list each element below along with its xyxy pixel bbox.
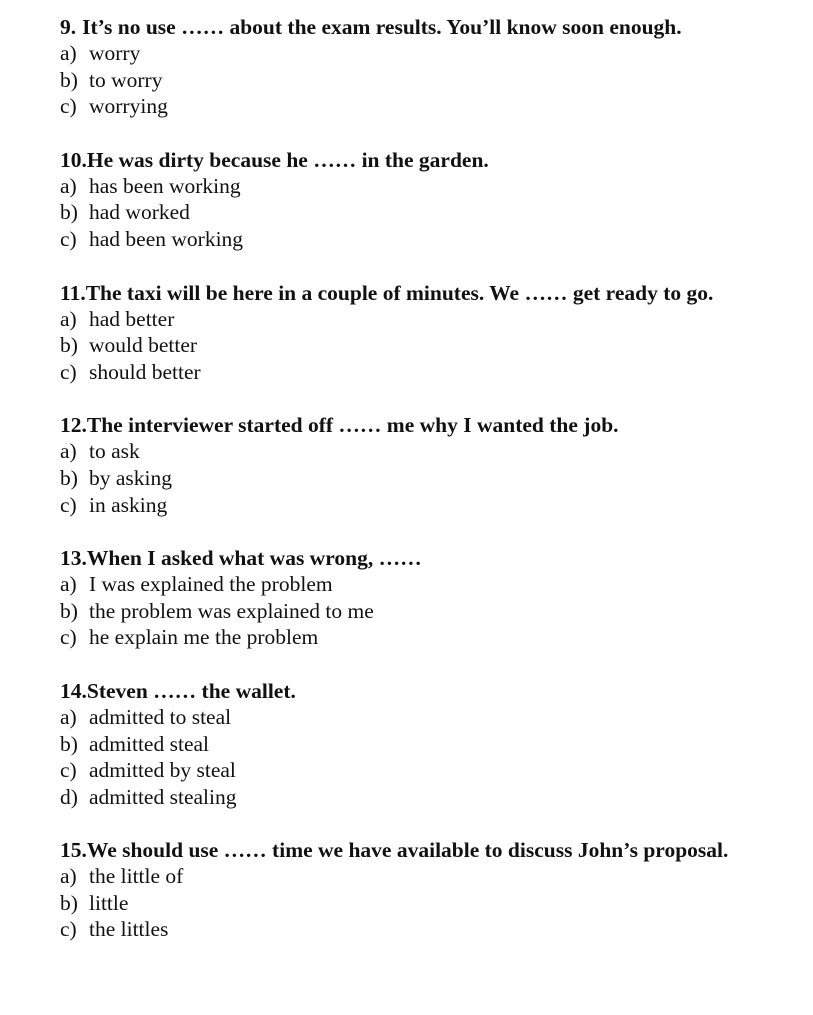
question-text: He was dirty because he …… in the garden. <box>86 147 489 172</box>
option-text: to ask <box>89 439 140 464</box>
option-letter: b) <box>60 465 78 490</box>
option-text: he explain me the problem <box>89 625 319 650</box>
question-number: 13. <box>60 546 87 571</box>
question-stem <box>60 412 800 438</box>
question-number: 10. <box>60 147 87 172</box>
question-stem <box>60 837 800 863</box>
question-block <box>60 837 800 943</box>
exercise-page <box>60 14 800 970</box>
answer-option <box>60 40 800 67</box>
option-text: the littles <box>89 917 169 942</box>
option-text: by asking <box>89 465 173 490</box>
answer-options <box>60 173 800 253</box>
option-letter: a) <box>60 173 77 198</box>
option-text: should better <box>89 359 201 384</box>
option-letter: b) <box>60 890 78 915</box>
answer-option <box>60 438 800 465</box>
option-letter: a) <box>60 439 77 464</box>
option-letter: c) <box>60 625 77 650</box>
answer-options <box>60 863 800 943</box>
question-number: 15. <box>60 838 87 863</box>
option-text: little <box>89 890 129 915</box>
question-stem <box>60 14 800 40</box>
question-text: When I asked what was wrong, …… <box>86 546 422 571</box>
answer-option <box>60 863 800 890</box>
option-text: in asking <box>89 492 168 517</box>
question-text: The interviewer started off …… me why I wanted the job. <box>86 413 619 438</box>
answer-options <box>60 704 800 810</box>
option-text: admitted by steal <box>89 758 236 783</box>
option-text: had better <box>89 306 175 331</box>
option-letter: c) <box>60 758 77 783</box>
answer-option <box>60 306 800 333</box>
option-letter: a) <box>60 704 77 729</box>
question-stem <box>60 280 800 306</box>
question-number: 12. <box>60 413 87 438</box>
option-text: worry <box>89 41 141 65</box>
answer-option <box>60 173 800 200</box>
question-block <box>60 147 800 253</box>
option-text: worrying <box>89 94 168 119</box>
answer-option <box>60 199 800 226</box>
option-text: would better <box>89 333 198 358</box>
option-text: admitted stealing <box>89 784 237 809</box>
question-text: It’s no use …… about the exam results. You’ll know soon enough. <box>82 15 682 39</box>
option-text: the little of <box>89 864 184 889</box>
question-text: Steven …… the wallet. <box>86 678 296 703</box>
answer-option <box>60 916 800 943</box>
question-stem <box>60 678 800 704</box>
option-letter: b) <box>60 333 78 358</box>
answer-option <box>60 226 800 253</box>
answer-option <box>60 93 800 120</box>
answer-option <box>60 67 800 94</box>
question-stem <box>60 147 800 173</box>
option-letter: c) <box>60 492 77 517</box>
option-text: admitted steal <box>89 731 210 756</box>
answer-option <box>60 571 800 598</box>
option-text: to worry <box>89 67 163 92</box>
answer-options <box>60 306 800 386</box>
option-letter: d) <box>60 784 78 809</box>
question-block <box>60 14 800 120</box>
answer-option <box>60 624 800 651</box>
answer-options <box>60 40 800 120</box>
question-number: 14. <box>60 678 87 703</box>
option-letter: b) <box>60 67 78 92</box>
option-letter: c) <box>60 917 77 942</box>
answer-option <box>60 890 800 917</box>
question-number: 9. <box>60 15 77 39</box>
answer-option <box>60 598 800 625</box>
option-text: has been working <box>89 173 241 198</box>
option-text: had worked <box>89 200 190 225</box>
answer-option <box>60 332 800 359</box>
option-text: admitted to steal <box>89 704 232 729</box>
answer-option <box>60 784 800 811</box>
question-block <box>60 280 800 386</box>
option-letter: a) <box>60 41 77 65</box>
answer-options <box>60 438 800 518</box>
option-letter: a) <box>60 306 77 331</box>
question-stem <box>60 545 800 571</box>
answer-option <box>60 704 800 731</box>
answer-option <box>60 757 800 784</box>
option-text: the problem was explained to me <box>89 598 374 623</box>
question-block <box>60 545 800 651</box>
option-letter: a) <box>60 572 77 597</box>
option-letter: a) <box>60 864 77 889</box>
option-letter: b) <box>60 598 78 623</box>
answer-option <box>60 492 800 519</box>
option-letter: b) <box>60 731 78 756</box>
answer-option <box>60 731 800 758</box>
option-text: had been working <box>89 226 244 251</box>
option-text: I was explained the problem <box>89 572 333 597</box>
question-text: The taxi will be here in a couple of minutes. We …… get ready to go. <box>85 280 714 305</box>
answer-option <box>60 465 800 492</box>
question-block <box>60 678 800 810</box>
answer-options <box>60 571 800 651</box>
option-letter: c) <box>60 226 77 251</box>
question-number: 11. <box>60 280 86 305</box>
question-text: We should use …… time we have available to discuss John’s proposal. <box>86 838 729 863</box>
option-letter: c) <box>60 94 77 119</box>
option-letter: b) <box>60 200 78 225</box>
option-letter: c) <box>60 359 77 384</box>
answer-option <box>60 359 800 386</box>
question-block <box>60 412 800 518</box>
